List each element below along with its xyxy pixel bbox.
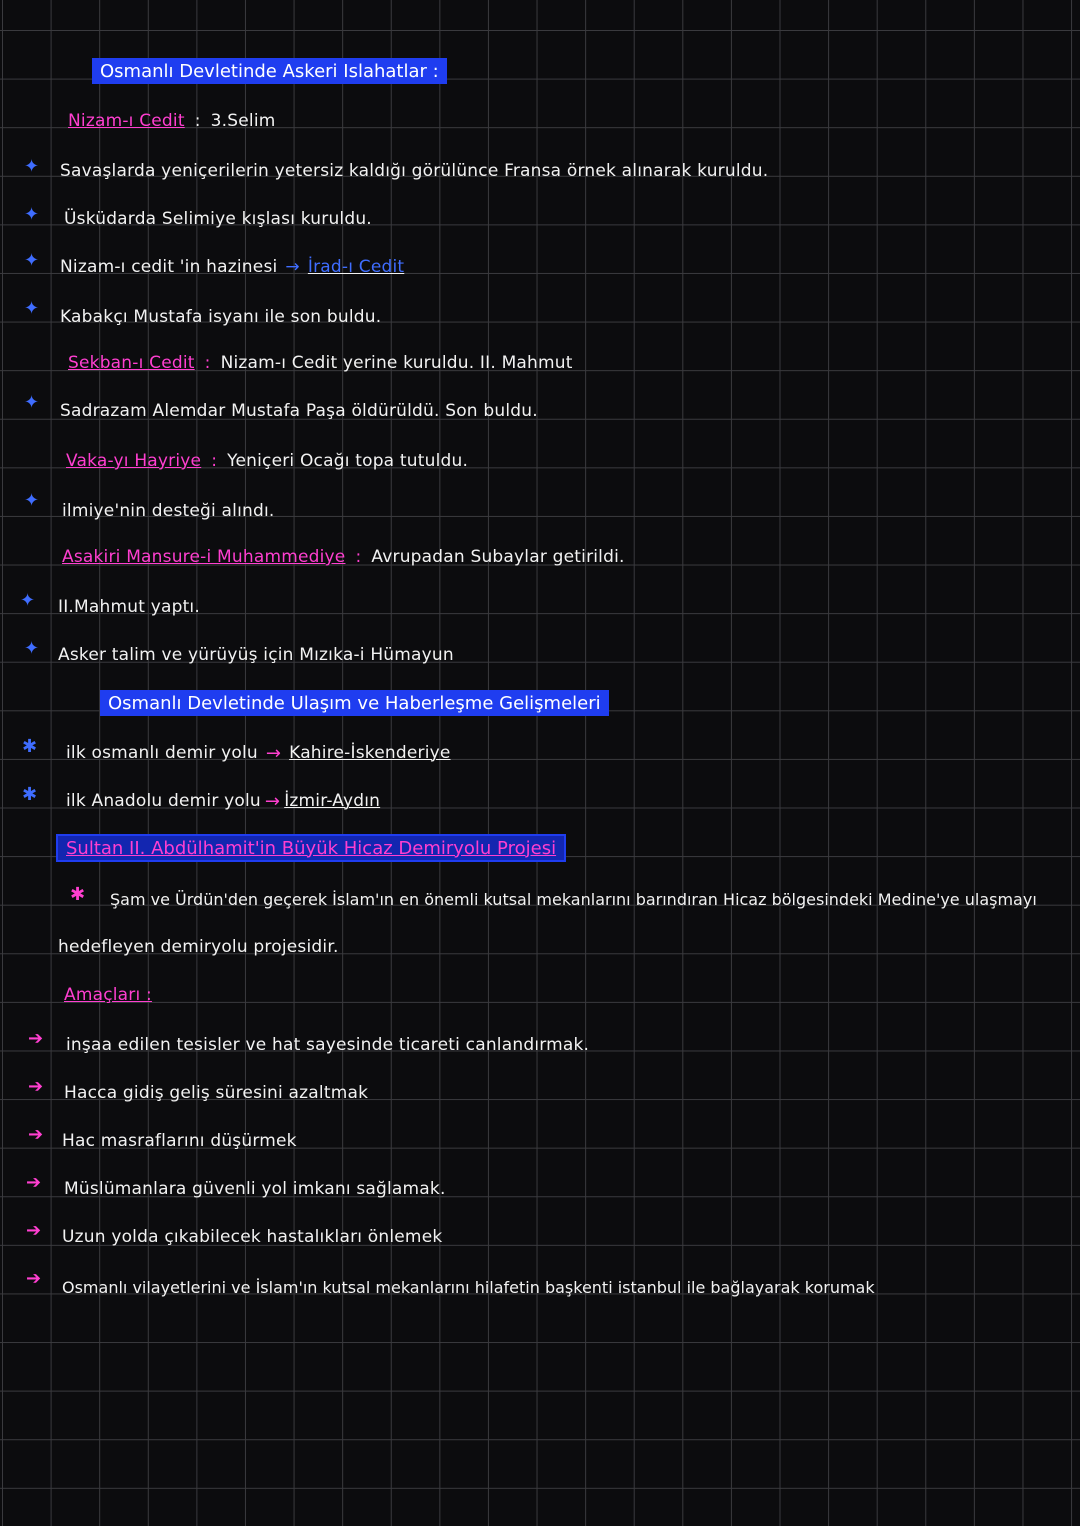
term-value: 3.Selim xyxy=(210,111,276,131)
aim-item xyxy=(64,1174,446,1204)
railway-text: ilk Anadolu demir yolu xyxy=(66,791,261,811)
term-separator: : xyxy=(211,451,218,471)
bullet-text: Savaşlarda yeniçerilerin yetersiz kaldığı görülünce Fransa örnek alınarak kuruldu. xyxy=(60,161,769,181)
term-line-sekban xyxy=(68,348,573,378)
arrow-right-icon: → xyxy=(264,790,281,812)
bullet-line xyxy=(62,496,275,526)
arrow-right-icon: ➔ xyxy=(28,1124,44,1145)
bullet-line xyxy=(60,156,768,186)
aim-item xyxy=(62,1222,442,1252)
bullet-target: İrad-ı Cedit xyxy=(307,257,405,277)
bullet-text: Nizam-ı cedit 'in hazinesi xyxy=(60,257,278,277)
bullet-line xyxy=(60,302,381,332)
star-icon: ✱ xyxy=(22,736,38,757)
aim-item xyxy=(62,1126,297,1156)
term-label: Sekban-ı Cedit xyxy=(68,353,195,373)
term-line-asakir xyxy=(62,542,625,572)
star-icon: ✱ xyxy=(22,784,38,805)
bullet-text: II.Mahmut yaptı. xyxy=(58,597,200,617)
term-value: Avrupadan Subaylar getirildi. xyxy=(371,547,625,567)
star-icon: ✦ xyxy=(24,490,40,511)
term-separator: : xyxy=(194,111,201,131)
star-icon: ✦ xyxy=(24,638,40,659)
star-icon: ✦ xyxy=(24,298,40,319)
bullet-text: ilmiye'nin desteği alındı. xyxy=(62,501,275,521)
term-separator: : xyxy=(355,547,362,567)
aim-item xyxy=(64,1078,368,1108)
bullet-text: Sadrazam Alemdar Mustafa Paşa öldürüldü. Son buldu. xyxy=(60,401,538,421)
description-text: Şam ve Ürdün'den geçerek İslam'ın en önemli kutsal mekanlarını barındıran Hicaz bölgesindeki Medine'ye ulaşmayı xyxy=(110,889,1037,909)
term-label: Nizam-ı Cedit xyxy=(68,111,185,131)
arrow-right-icon: ➔ xyxy=(26,1268,42,1289)
arrow-right-icon: → xyxy=(265,742,282,764)
aims-label: Amaçları : xyxy=(64,985,152,1005)
aim-text: Osmanlı vilayetlerini ve İslam'ın kutsal mekanlarını hilafetin başkenti istanbul ile bağlayarak korumak xyxy=(62,1277,875,1297)
star-icon: ✱ xyxy=(70,884,86,905)
term-line-nizam xyxy=(68,106,276,136)
aim-text: Hac masraflarını düşürmek xyxy=(62,1131,297,1151)
bullet-line xyxy=(58,640,454,670)
section-title-text: Osmanlı Devletinde Ulaşım ve Haberleşme Gelişmeleri xyxy=(108,692,601,714)
railway-line xyxy=(66,786,380,816)
section-title-hicaz xyxy=(56,834,566,862)
arrow-right-icon: ➔ xyxy=(26,1220,42,1241)
bullet-text: Asker talim ve yürüyüş için Mızıka-i Hümayun xyxy=(58,645,454,665)
railway-value: Kahire-İskenderiye xyxy=(289,743,451,763)
aim-item xyxy=(62,1272,875,1302)
aims-label-line xyxy=(64,980,152,1010)
railway-value: İzmir-Aydın xyxy=(284,791,381,811)
section-title-transport xyxy=(100,690,609,716)
term-line-vaka xyxy=(66,446,468,476)
railway-text: ilk osmanlı demir yolu xyxy=(66,743,258,763)
arrow-right-icon: ➔ xyxy=(28,1028,44,1049)
aim-text: Müslümanlara güvenli yol imkanı sağlamak. xyxy=(64,1179,446,1199)
description-line xyxy=(58,932,339,962)
star-icon: ✦ xyxy=(24,156,40,177)
aim-text: Hacca gidiş geliş süresini azaltmak xyxy=(64,1083,369,1103)
bullet-line xyxy=(58,592,200,622)
term-label: Vaka-yı Hayriye xyxy=(66,451,202,471)
bullet-line xyxy=(60,396,538,426)
star-icon: ✦ xyxy=(24,392,40,413)
arrow-right-icon: ➔ xyxy=(26,1172,42,1193)
star-icon: ✦ xyxy=(20,590,36,611)
bullet-line xyxy=(64,204,372,234)
section-title-text: Sultan II. Abdülhamit'in Büyük Hicaz Demiryolu Projesi xyxy=(66,837,557,859)
aim-text: inşaa edilen tesisler ve hat sayesinde ticareti canlandırmak. xyxy=(66,1035,590,1055)
railway-line xyxy=(66,738,451,768)
arrow-right-icon: ➔ xyxy=(28,1076,44,1097)
bullet-line xyxy=(60,252,404,282)
star-icon: ✦ xyxy=(24,204,40,225)
term-label: Asakiri Mansure-i Muhammediye xyxy=(62,547,346,567)
star-icon: ✦ xyxy=(24,250,40,271)
section-title-military xyxy=(92,58,447,84)
section-title-text: Osmanlı Devletinde Askeri Islahatlar : xyxy=(100,60,439,82)
description-text: hedefleyen demiryolu projesidir. xyxy=(58,937,339,957)
description-line xyxy=(110,884,1037,914)
term-separator: : xyxy=(204,353,211,373)
term-value: Nizam-ı Cedit yerine kuruldu. II. Mahmut xyxy=(220,353,573,373)
arrow-right-icon: → xyxy=(285,257,300,277)
aim-item xyxy=(66,1030,589,1060)
term-value: Yeniçeri Ocağı topa tutuldu. xyxy=(227,451,469,471)
bullet-text: Üsküdarda Selimiye kışlası kuruldu. xyxy=(64,209,372,229)
aim-text: Uzun yolda çıkabilecek hastalıkları önlemek xyxy=(62,1227,443,1247)
bullet-text: Kabakçı Mustafa isyanı ile son buldu. xyxy=(60,307,382,327)
